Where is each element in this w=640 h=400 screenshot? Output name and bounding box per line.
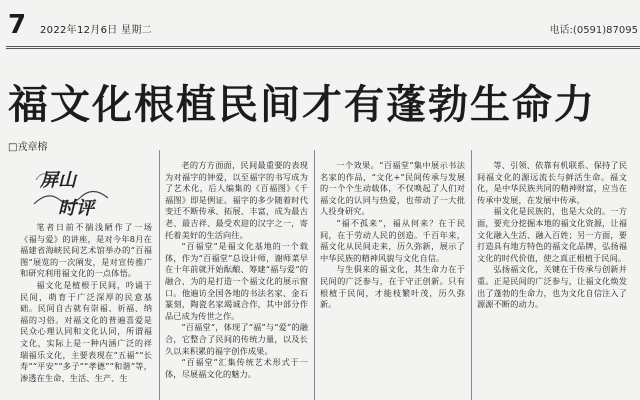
phone-number: 电话:(0591)87095 bbox=[549, 25, 638, 36]
paragraph: 弘扬福文化，关键在于传承与创新并重。正是民间的广泛参与，让福文化焕发出了蓬勃的生命力，也为文化自信注入了源源不断的动力。 bbox=[477, 264, 627, 310]
article-column-2 bbox=[165, 160, 308, 400]
column-divider-3 bbox=[471, 150, 472, 400]
paragraph: “福不孤来”，福从何来？在于民间，在于劳动人民的创造。千百年来，福文化从民间走来，历久弥新，展示了中华民族的精神风貌与文化自信。 bbox=[320, 217, 465, 263]
paragraph: 福文化是植根于民间，吟诵于民间，萌育于广泛深厚的民意基础。民间自古就有崇福、祈福、纳福的习俗。对福文化的普遍喜爱是民众心理认同和文化认同，所谓福文化，实际上是一种内涵广泛的祥瑞福乐文化，主要表现在“五福”“长寿”“平安”“多子”“孝德”“和谐”等，渗透在生命、生活、生产、生 bbox=[20, 279, 152, 383]
column-logo bbox=[30, 160, 112, 220]
paragraph: 老的方方面面，民间最重要的表现为对福字的钟爱，以至福字的书写成为了艺术化，后人编集的《百福图》《千福图》即是例证。福字的多少随着时代变迁不断传承、拓展、丰富，成为最古老、最吉祥、最受欢迎的汉字之一，寄托着美好的生活向往。 bbox=[165, 160, 308, 240]
article-column-3 bbox=[320, 160, 465, 400]
header-rule bbox=[6, 46, 640, 47]
page-header bbox=[0, 0, 640, 50]
paragraph: “百福堂”，体现了“福”与“爱”的融合，它整合了民间的传统力量，以及长久以来积累的福字创作成果。 bbox=[165, 322, 308, 356]
paragraph: “百福堂”汇集传统艺术形式于一体，尽展福文化的魅力。 bbox=[165, 357, 308, 379]
article-column-1 bbox=[20, 222, 152, 400]
paragraph: 福文化是民族的，也是大众的。一方面，要充分挖掘本地的福文化资源，让福文化融入生活、融入百姓；另一方面，要打造具有地方特色的福文化品牌，弘扬福文化的时代价值，使之真正根植于民间。 bbox=[477, 206, 627, 263]
paragraph: 与生俱来的福文化，其生命力在于民间的广泛参与，在于守正创新。只有根植于民间，才能枝繁叶茂，历久弥新。 bbox=[320, 264, 465, 310]
article-column-4 bbox=[477, 160, 627, 400]
paragraph: “百福堂”是福文化基地的一个载体，作为“百福堂”总设计师，谢师菜早在十年前就开始酝酿、筹建“福与爱”的融合，为的是打造一个福文化的展示窗口。他遍访全国各地的书法名家、金石篆刻，陶瓷名家竭诚合作，其中部分作品已成为传世之作。 bbox=[165, 241, 308, 321]
issue-date: 2022年12月6日 星期二 bbox=[40, 25, 152, 36]
paragraph: 等、引领、依靠有机联系、保持了民间福文化的源远流长与鲜活生命。福文化，是中华民族共同的精神财富，应当在传承中发展，在发展中传承。 bbox=[477, 160, 627, 205]
paragraph: 笔者日前不揣浅陋作了一场《福与爱》的讲座，是对今年8月在福建省海峡民间艺术馆举办的“百福图”展览的一次阐发，是对宣传推广和研究利用福文化的一点体悟。 bbox=[20, 222, 152, 279]
column-logo-text-2: 时评 bbox=[58, 198, 94, 219]
headline: 福文化根植民间才有蓬勃生命力 bbox=[8, 82, 596, 128]
column-divider-1 bbox=[159, 150, 160, 400]
paragraph: 一个效果。“百福堂”集中展示书法名家的作品，“文化+”民间传承与发展的一个个生动载体，不仅唤起了人们对福文化的认同与热爱，也带动了一大批人投身研究。 bbox=[320, 160, 465, 217]
header-rule-2 bbox=[6, 48, 640, 49]
column-logo-text-1: 屏山 bbox=[40, 170, 76, 191]
byline: □戎章榕 bbox=[8, 142, 48, 153]
column-divider-2 bbox=[314, 150, 315, 400]
page-number: 7 bbox=[8, 10, 27, 40]
